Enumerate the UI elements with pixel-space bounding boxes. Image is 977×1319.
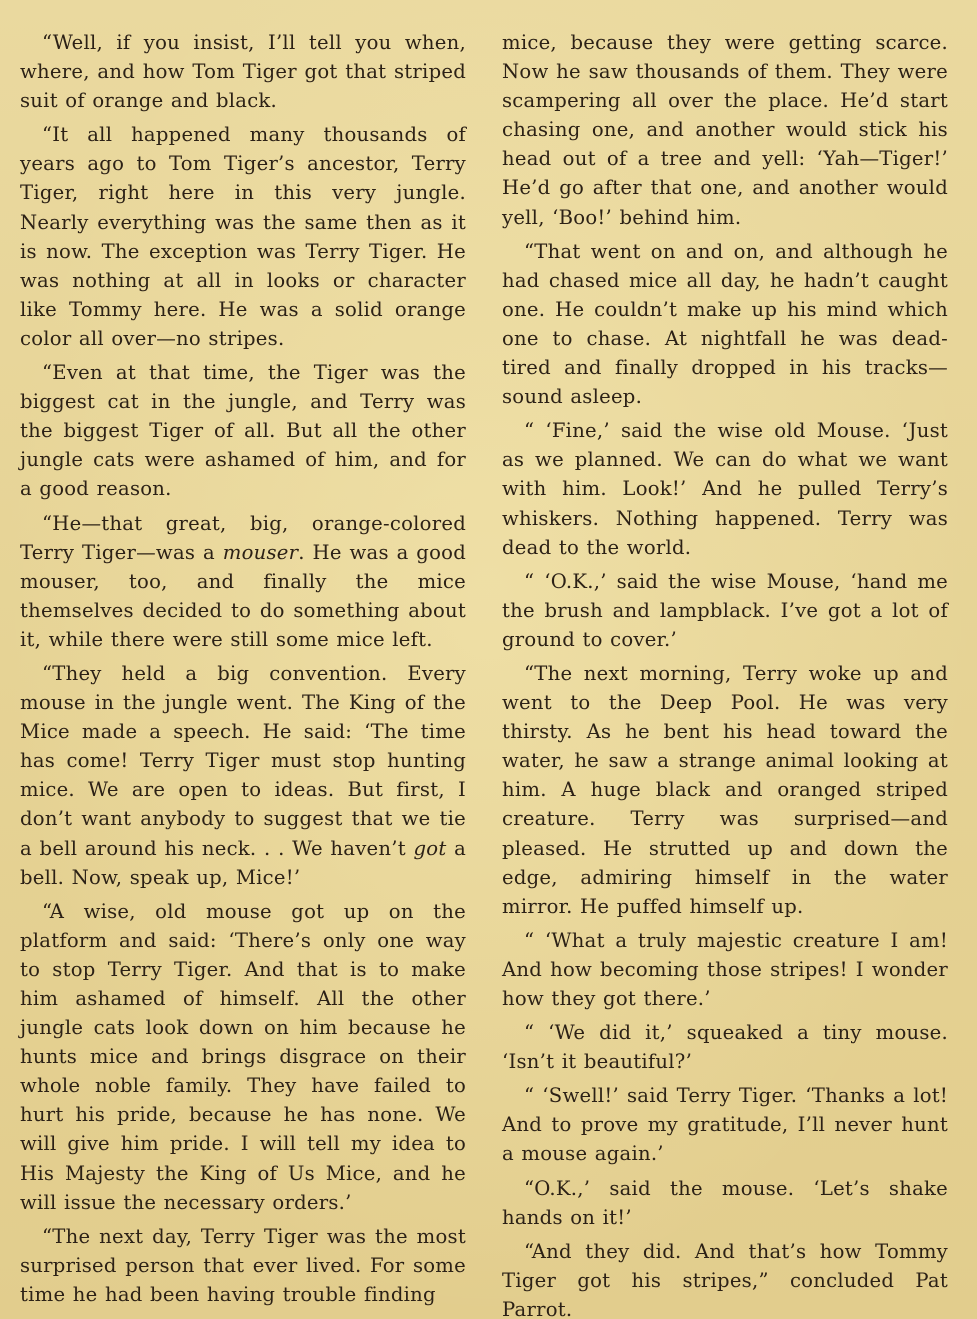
paragraph: “They held a big convention. Every mouse in the jungle went. The King of the Mice made a speech. He said: ‘The time has come! Terry Tiger must stop hunting mice. We are open to ideas. But first, I don’t want anybody to suggest that we tie a bell around his neck. . . We haven’t got a bell. Now, speak up, Mice!’ <box>20 661 466 889</box>
paragraph: “That went on and on, and although he had chased mice all day, he hadn’t caught one. He couldn’t make up his mind which one to chase. At nightfall he was dead-tired and finally dropped in his tracks—sound asleep. <box>502 239 948 409</box>
paragraph: “ ‘We did it,’ squeaked a tiny mouse. ‘Isn’t it beautiful?’ <box>502 1021 948 1074</box>
paragraph: “The next day, Terry Tiger was the most surprised person that ever lived. For some time he had been having trouble finding <box>20 1224 466 1306</box>
paragraph: “ ‘Swell!’ said Terry Tiger. ‘Thanks a lot! And to prove my gratitude, I’ll never hunt a mouse again.’ <box>502 1084 948 1166</box>
paragraph: “He—that great, big, orange-colored Terry Tiger—was a mouser. He was a good mouser, too, and finally the mice themselves decided to do something about it, while there were still some mice left. <box>20 511 466 651</box>
right-column <box>502 28 948 1319</box>
left-column <box>20 28 466 1314</box>
paragraph: “ ‘What a truly majestic creature I am! And how becoming those stripes! I wonder how they got there.’ <box>502 928 948 1010</box>
paragraph: “Even at that time, the Tiger was the biggest cat in the jungle, and Terry was the biggest Tiger of all. But all the other jungle cats were ashamed of him, and for a good reason. <box>20 361 466 501</box>
paragraph: “ ‘O.K.,’ said the wise Mouse, ‘hand me the brush and lampblack. I’ve got a lot of ground to cover.’ <box>502 569 948 651</box>
paragraph: “Well, if you insist, I’ll tell you when, where, and how Tom Tiger got that striped suit of orange and black. <box>20 31 466 113</box>
paragraph: “ ‘Fine,’ said the wise old Mouse. ‘Just as we planned. We can do what we want with him. Look!’ And he pulled Terry’s whiskers. Nothing happened. Terry was dead to the world. <box>502 419 948 559</box>
paragraph: “O.K.,’ said the mouse. ‘Let’s shake hands on it!’ <box>502 1176 948 1229</box>
paragraph: “A wise, old mouse got up on the platform and said: ‘There’s only one way to stop Terry Tiger. And that is to make him ashamed of himself. All the other jungle cats look down on him because he hunts mice and brings disgrace on their whole noble family. They have failed to hurt his pride, because he has none. We will give him pride. I will tell my idea to His Majesty the King of Us Mice, and he will issue the necessary orders.’ <box>20 899 466 1214</box>
paragraph: “And they did. And that’s how Tommy Tiger got his stripes,” concluded Pat Parrot. <box>502 1239 948 1319</box>
paragraph: “It all happened many thousands of years ago to Tom Tiger’s ancestor, Terry Tiger, right here in this very jungle. Nearly everything was the same then as it is now. The exception was Terry Tiger. He was nothing at all in looks or character like Tommy here. He was a solid orange color all over—no stripes. <box>20 123 466 350</box>
paragraph-continued: mice, because they were getting scarce. Now he saw thousands of them. They were scampering all over the place. He’d start chasing one, and another would stick his head out of a tree and yell: ‘Yah—Tiger!’ He’d go after that one, and another would yell, ‘Boo!’ behind him. <box>502 31 948 229</box>
paragraph: “The next morning, Terry woke up and went to the Deep Pool. He was very thirsty. As he bent his head toward the water, he saw a strange animal looking at him. A huge black and oranged striped creature. Terry was surprised—and pleased. He strutted up and down the edge, admiring himself in the water mirror. He puffed himself up. <box>502 661 948 918</box>
